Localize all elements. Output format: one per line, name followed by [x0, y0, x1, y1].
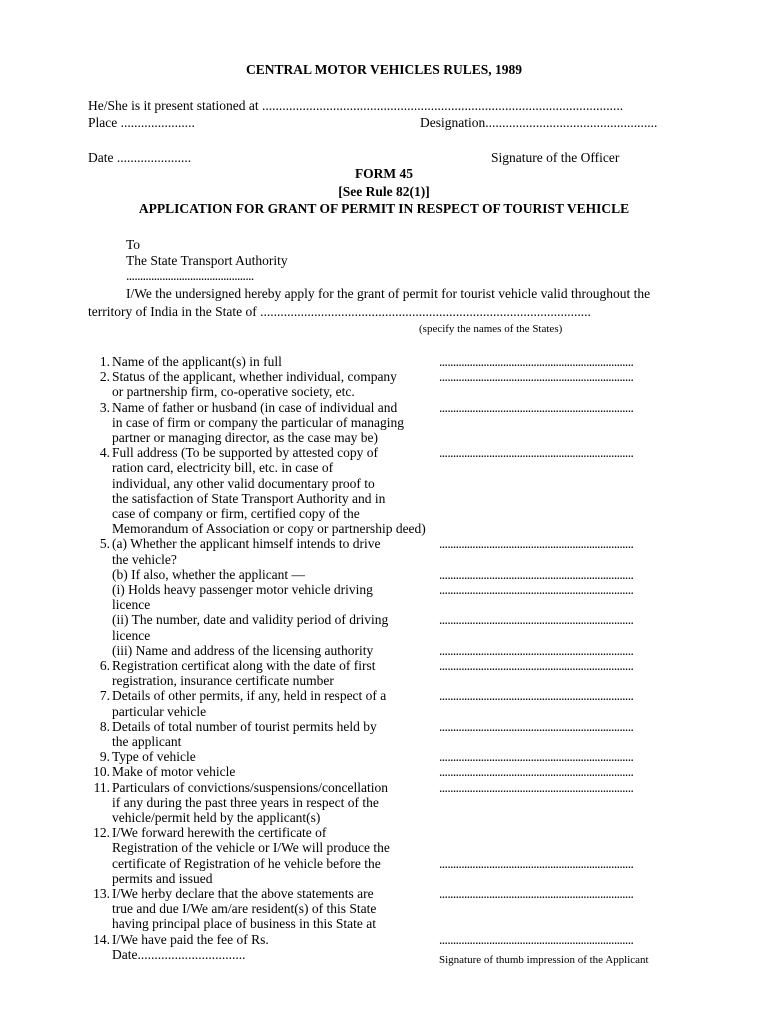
fill-in-blank[interactable]: ......................................................................	[439, 764, 634, 780]
item-text-line: Name of the applicant(s) in full	[112, 354, 282, 369]
place-field: Place ......................	[88, 115, 195, 130]
item-text-line: true and due I/We am/are resident(s) of this State	[112, 901, 377, 917]
item-text-line: Status of the applicant, whether individual, company	[112, 369, 397, 385]
fill-in-blank[interactable]: ......................................................................	[439, 369, 634, 385]
fill-in-blank[interactable]: ......................................................................	[439, 931, 634, 947]
item-text-line: case of company or firm, certified copy of the	[112, 506, 360, 521]
item-text-line: Full address (To be supported by attested copy of	[112, 445, 378, 461]
states-note: (specify the names of the States)	[419, 323, 563, 335]
item-text-line: Date................................	[112, 946, 246, 962]
item-number: 4.	[99, 445, 110, 461]
officer-signature-label: Signature of the Officer	[491, 150, 620, 165]
item-text-line: I/We have paid the fee of Rs.	[112, 931, 269, 947]
form-rule: [See Rule 82(1)]	[338, 184, 430, 199]
fill-in-blank[interactable]: ......................................................................	[439, 886, 634, 901]
date-field: Date ......................	[88, 150, 192, 165]
item-number: 8.	[99, 718, 110, 734]
item-text-line: in case of firm or company the particular of managing	[112, 414, 405, 430]
item-text-line: the satisfaction of State Transport Authority and in	[112, 490, 386, 506]
item-text-line: I/We forward herewith the certificate of	[112, 825, 327, 841]
item-text-line: Registration certificat along with the date of first	[112, 658, 376, 673]
item-text-line: Make of motor vehicle	[112, 764, 236, 780]
item-number: 2.	[99, 369, 110, 385]
item-text-line: permits and issued	[112, 870, 213, 886]
stationed-line: He/She is it present stationed at ...........................................................................................................	[88, 98, 624, 113]
item-number: 6.	[99, 658, 110, 673]
fill-in-blank[interactable]: ......................................................................	[439, 536, 634, 552]
address-blank: ..............................................	[126, 268, 254, 283]
fill-in-blank[interactable]: ......................................................................	[439, 855, 634, 871]
item-number: 7.	[99, 688, 110, 704]
item-number: 5.	[99, 536, 110, 552]
document-title: CENTRAL MOTOR VEHICLES RULES, 1989	[246, 62, 522, 77]
item-text-line: registration, insurance certificate number	[112, 673, 334, 689]
item-text-line: Particulars of convictions/suspensions/concellation	[112, 779, 388, 795]
fill-in-blank[interactable]: ......................................................................	[439, 582, 634, 597]
applicant-signature-label: Signature of thumb impression of the Applicant	[439, 954, 649, 966]
address-authority: The State Transport Authority	[126, 253, 288, 268]
fill-in-blank[interactable]: ......................................................................	[439, 642, 634, 658]
item-text-line: (b) If also, whether the applicant —	[112, 566, 306, 582]
item-number: 11.	[93, 779, 110, 795]
item-text-line: licence	[112, 627, 151, 643]
item-text-line: Type of vehicle	[112, 749, 196, 765]
intro-line-1: I/We the undersigned hereby apply for the grant of permit for tourist vehicle valid throughout the	[126, 286, 651, 301]
designation-field: Designation...................................................	[420, 115, 658, 130]
form-number: FORM 45	[354, 166, 414, 181]
item-number: 9.	[99, 749, 110, 765]
intro-line-2: territory of India in the State of ..................................................................................................	[88, 304, 591, 319]
item-text-line: if any during the past three years in respect of the	[112, 794, 379, 810]
item-text-line: particular vehicle	[112, 703, 207, 719]
fill-in-blank[interactable]: ......................................................................	[439, 718, 634, 734]
fill-in-blank[interactable]: ......................................................................	[439, 658, 634, 673]
fill-in-blank[interactable]: ......................................................................	[439, 749, 634, 765]
item-text-line: Registration of the vehicle or I/We will produce the	[112, 840, 390, 856]
item-number: 14.	[93, 931, 110, 947]
item-text-line: (a) Whether the applicant himself intends to drive	[112, 536, 381, 552]
item-text-line: the vehicle?	[112, 551, 177, 567]
item-text-line: or partnership firm, co-operative society, etc.	[112, 384, 355, 400]
item-number: 10.	[93, 764, 110, 780]
item-text-line: partner or managing director, as the case may be)	[112, 430, 378, 445]
item-text-line: (iii) Name and address of the licensing authority	[112, 642, 374, 658]
form-heading: APPLICATION FOR GRANT OF PERMIT IN RESPECT OF TOURIST VEHICLE	[138, 201, 630, 216]
fill-in-blank[interactable]: ......................................................................	[439, 399, 634, 415]
fill-in-blank[interactable]: ......................................................................	[439, 566, 634, 582]
item-text-line: Details of total number of tourist permits held by	[112, 718, 377, 734]
item-number: 3.	[99, 399, 110, 415]
item-text-line: licence	[112, 597, 151, 613]
item-text-line: I/We herby declare that the above statements are	[112, 886, 374, 901]
item-text-line: (i) Holds heavy passenger motor vehicle driving	[112, 582, 373, 597]
fill-in-blank[interactable]: ......................................................................	[439, 612, 634, 628]
item-number: 1.	[99, 354, 110, 369]
item-text-line: the applicant	[112, 734, 182, 749]
item-text-line: Details of other permits, if any, held in respect of a	[112, 688, 387, 704]
address-to: To	[126, 237, 141, 252]
item-number: 12.	[93, 825, 110, 841]
fill-in-blank[interactable]: ......................................................................	[439, 688, 634, 704]
item-text-line: ration card, electricity bill, etc. in case of	[112, 460, 334, 476]
item-text-line: (ii) The number, date and validity period of driving	[112, 612, 389, 628]
fill-in-blank[interactable]: ......................................................................	[439, 779, 634, 795]
item-text-line: Name of father or husband (in case of individual and	[112, 399, 398, 415]
item-text-line: certificate of Registration of he vehicle before the	[112, 855, 381, 871]
item-text-line: individual, any other valid documentary proof to	[112, 475, 375, 491]
item-number: 13.	[93, 886, 110, 901]
item-text-line: vehicle/permit held by the applicant(s)	[112, 810, 321, 825]
fill-in-blank[interactable]: ......................................................................	[439, 445, 634, 461]
fill-in-blank[interactable]: ......................................................................	[439, 354, 634, 369]
item-text-line: Memorandum of Association or copy or partnership deed)	[112, 521, 426, 537]
item-text-line: having principal place of business in this State at	[112, 916, 376, 932]
